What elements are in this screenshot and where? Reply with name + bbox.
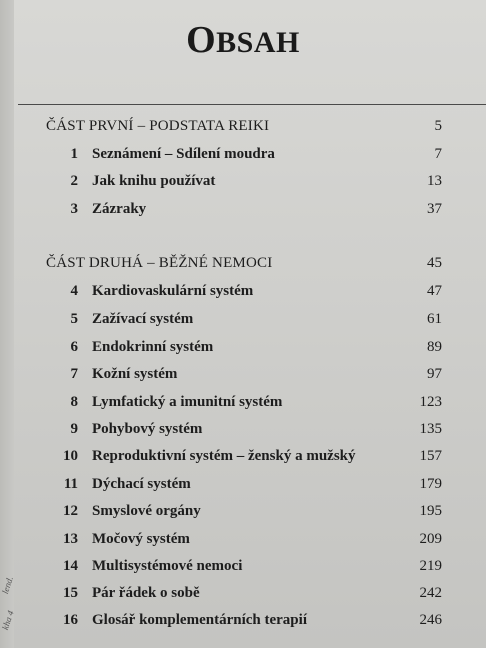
- part-label: ČÁST DRUHÁ – BĚŽNÉ NEMOCI: [46, 255, 273, 271]
- toc-chapter[interactable]: [0, 612, 486, 638]
- bleed-text: lend.: [0, 575, 15, 596]
- page-number: 209: [419, 531, 442, 547]
- chapter-number: 11: [63, 476, 78, 492]
- chapter-number: 10: [63, 448, 78, 464]
- chapter-number: 8: [70, 394, 78, 410]
- toc-chapter[interactable]: [0, 283, 486, 309]
- page-title: [0, 18, 486, 62]
- toc-chapter[interactable]: [0, 558, 486, 584]
- chapter-title: Multisystémové nemoci: [92, 558, 243, 574]
- divider: [18, 104, 486, 105]
- chapter-number: 16: [63, 612, 78, 628]
- chapter-number: 12: [63, 503, 78, 519]
- page-number: 97: [427, 366, 442, 382]
- bleed-text: kha 4: [0, 609, 16, 632]
- page-number: 157: [419, 448, 442, 464]
- chapter-number: 1: [70, 146, 78, 162]
- page-number: 89: [427, 339, 442, 355]
- toc-chapter[interactable]: [0, 366, 486, 392]
- chapter-title: Močový systém: [92, 531, 190, 547]
- toc-chapter[interactable]: [0, 394, 486, 420]
- toc-part[interactable]: [0, 118, 486, 144]
- toc-part[interactable]: [0, 255, 486, 281]
- chapter-title: Pár řádek o sobě: [92, 585, 200, 601]
- toc-chapter[interactable]: [0, 503, 486, 529]
- chapter-title: Lymfatický a imunitní systém: [92, 394, 283, 410]
- page-number: 246: [419, 612, 442, 628]
- page-number: 195: [419, 503, 442, 519]
- toc-chapter[interactable]: [0, 201, 486, 227]
- chapter-title: Smyslové orgány: [92, 503, 201, 519]
- chapter-title: Dýchací systém: [92, 476, 191, 492]
- toc-chapter[interactable]: [0, 476, 486, 502]
- title-initial: O: [186, 19, 217, 61]
- chapter-number: 14: [63, 558, 78, 574]
- chapter-title: Pohybový systém: [92, 421, 203, 437]
- page-number: 61: [427, 311, 442, 327]
- chapter-number: 3: [70, 201, 78, 217]
- chapter-title: Zažívací systém: [92, 311, 194, 327]
- toc-chapter[interactable]: [0, 146, 486, 172]
- page-number: 123: [419, 394, 442, 410]
- page-number: 242: [419, 585, 442, 601]
- chapter-number: 5: [70, 311, 78, 327]
- chapter-number: 7: [70, 366, 78, 382]
- page-number: 135: [419, 421, 442, 437]
- chapter-title: Jak knihu používat: [92, 173, 216, 189]
- chapter-number: 6: [70, 339, 78, 355]
- page-number: 13: [427, 173, 442, 189]
- page-number: 219: [419, 558, 442, 574]
- chapter-number: 2: [70, 173, 78, 189]
- chapter-title: Kožní systém: [92, 366, 178, 382]
- chapter-number: 9: [70, 421, 78, 437]
- toc-chapter[interactable]: [0, 339, 486, 365]
- chapter-title: Endokrinní systém: [92, 339, 214, 355]
- chapter-number: 4: [70, 283, 78, 299]
- chapter-title: Glosář komplementárních terapií: [92, 612, 307, 628]
- chapter-title: Seznámení – Sdílení moudra: [92, 146, 275, 162]
- title-rest: BSAH: [216, 26, 300, 59]
- toc-chapter[interactable]: [0, 531, 486, 557]
- page-number: 45: [427, 255, 442, 271]
- toc-chapter[interactable]: [0, 173, 486, 199]
- chapter-title: Zázraky: [92, 201, 147, 217]
- part-label: ČÁST PRVNÍ – PODSTATA REIKI: [46, 118, 270, 134]
- toc-chapter[interactable]: [0, 585, 486, 611]
- toc-chapter[interactable]: [0, 421, 486, 447]
- toc-chapter[interactable]: [0, 311, 486, 337]
- chapter-title: Kardiovaskulární systém: [92, 283, 254, 299]
- page-number: 179: [419, 476, 442, 492]
- page-number: 7: [434, 146, 442, 162]
- page-number: 5: [434, 118, 442, 134]
- chapter-title: Reproduktivní systém – ženský a mužský: [92, 448, 356, 464]
- page-number: 37: [427, 201, 442, 217]
- page-number: 47: [427, 283, 442, 299]
- toc-chapter[interactable]: [0, 448, 486, 474]
- chapter-number: 13: [63, 531, 78, 547]
- chapter-number: 15: [63, 585, 78, 601]
